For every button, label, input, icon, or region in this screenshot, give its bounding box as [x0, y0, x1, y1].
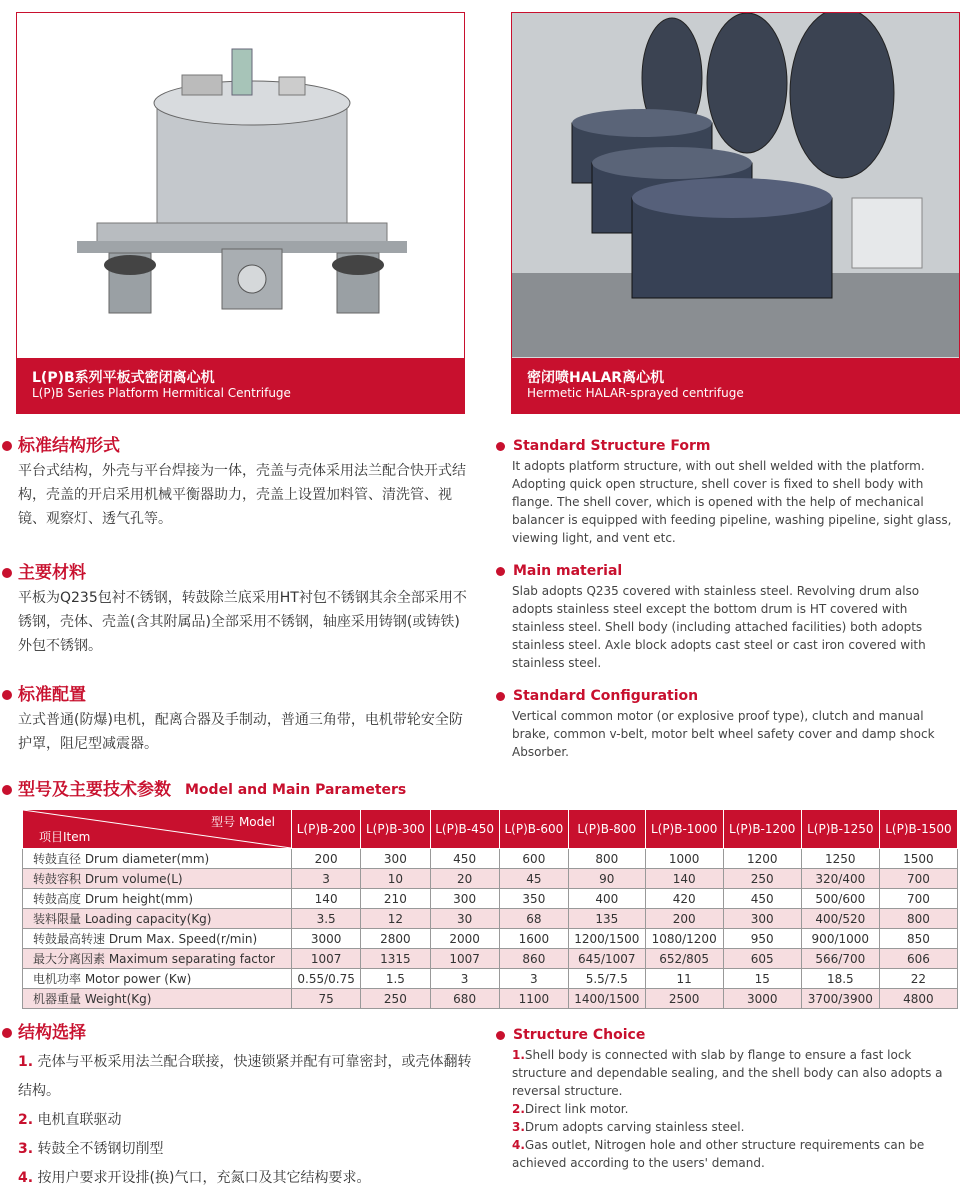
table-cell: 15: [723, 969, 801, 989]
table-cell: 1000: [645, 849, 723, 869]
model-header: L(P)B-1500: [879, 810, 957, 849]
table-cell: 5.5/7.5: [569, 969, 646, 989]
bullet-dot-icon: [2, 441, 12, 451]
list-item: 4.Gas outlet, Nitrogen hole and other structure requirements can be achieved according to the users' demand.: [512, 1138, 925, 1170]
table-cell: 500/600: [801, 889, 879, 909]
table-cell: 300: [361, 849, 430, 869]
table-cell: 30: [430, 909, 499, 929]
model-header: L(P)B-600: [499, 810, 568, 849]
table-cell: 11: [645, 969, 723, 989]
product-card-1: [16, 12, 465, 414]
corner-item-label: 项目Item: [39, 830, 91, 844]
table-cell: 1250: [801, 849, 879, 869]
table-cell: 420: [645, 889, 723, 909]
table-cell: 450: [430, 849, 499, 869]
table-cell: 300: [723, 909, 801, 929]
table-cell: 1200/1500: [569, 929, 646, 949]
bullet-dot-icon: [2, 785, 12, 795]
model-header: L(P)B-800: [569, 810, 646, 849]
table-cell: 800: [879, 909, 957, 929]
table-row: [23, 989, 958, 1009]
row-label: 最大分离因素 Maximum separating factor: [23, 949, 292, 969]
table-cell: 2800: [361, 929, 430, 949]
en-material-section: [496, 562, 962, 672]
centrifuge-photo: [16, 12, 465, 360]
table-cell: 1.5: [361, 969, 430, 989]
row-label: 转鼓最高转速 Drum Max. Speed(r/min): [23, 929, 292, 949]
table-cell: 3000: [723, 989, 801, 1009]
table-cell: 3: [292, 869, 361, 889]
table-cell: 1400/1500: [569, 989, 646, 1009]
table-cell: 140: [292, 889, 361, 909]
table-cell: 1600: [499, 929, 568, 949]
bullet-dot-icon: [496, 442, 505, 451]
table-cell: 135: [569, 909, 646, 929]
table-cell: 250: [723, 869, 801, 889]
table-cell: 75: [292, 989, 361, 1009]
table-cell: 1315: [361, 949, 430, 969]
params-heading: [2, 779, 702, 801]
section-body: Vertical common motor (or explosive proof type), clutch and manual brake, common v-belt, motor belt wheel safety cover and damp shock Absorber.: [512, 709, 935, 759]
table-cell: 68: [499, 909, 568, 929]
list-item: 2.Direct link motor.: [512, 1102, 629, 1116]
params-table-body: [23, 849, 958, 1009]
table-cell: 10: [361, 869, 430, 889]
table-cell: 210: [361, 889, 430, 909]
cn-config-section: [2, 684, 468, 756]
caption-title-en: Hermetic HALAR-sprayed centrifuge: [527, 386, 744, 400]
en-config-section: [496, 687, 962, 761]
row-label: 机器重量 Weight(Kg): [23, 989, 292, 1009]
bullet-dot-icon: [2, 1028, 12, 1038]
product-card-2: [511, 12, 960, 414]
table-cell: 3: [430, 969, 499, 989]
table-cell: 90: [569, 869, 646, 889]
table-row: [23, 929, 958, 949]
table-cell: 652/805: [645, 949, 723, 969]
table-cell: 1100: [499, 989, 568, 1009]
table-cell: 400/520: [801, 909, 879, 929]
list-item: 3.Drum adopts carving stainless steel.: [512, 1120, 745, 1134]
table-cell: 2000: [430, 929, 499, 949]
choice-list: [2, 1048, 472, 1193]
bullet-dot-icon: [2, 690, 12, 700]
table-cell: 1007: [430, 949, 499, 969]
table-cell: 3700/3900: [801, 989, 879, 1009]
table-cell: 400: [569, 889, 646, 909]
choice-list: [496, 1046, 962, 1172]
table-cell: 1200: [723, 849, 801, 869]
row-label: 转鼓高度 Drum height(mm): [23, 889, 292, 909]
section-body: Slab adopts Q235 covered with stainless steel. Revolving drum also adopts stainless steel except the bottom drum is HT covered with stainless steel. Shell body (including attached facilities) both adopts stainless steel. Axle block adopts cast steel or cast iron covered with stainless steel.: [512, 584, 926, 670]
table-cell: 2500: [645, 989, 723, 1009]
caption-title-cn: L(P)B系列平板式密闭离心机: [32, 370, 215, 386]
table-cell: 850: [879, 929, 957, 949]
model-header: L(P)B-200: [292, 810, 361, 849]
table-cell: 200: [292, 849, 361, 869]
params-title-cn: 型号及主要技术参数: [18, 780, 171, 800]
table-cell: 1080/1200: [645, 929, 723, 949]
table-row: [23, 889, 958, 909]
table-cell: 300: [430, 889, 499, 909]
table-cell: 600: [499, 849, 568, 869]
section-heading: Standard Structure Form: [496, 437, 962, 455]
cn-structure-section: [2, 435, 468, 531]
table-cell: 20: [430, 869, 499, 889]
table-cell: 3000: [292, 929, 361, 949]
list-item: 4. 按用户要求开设排(换)气口，充氮口及其它结构要求。: [18, 1170, 371, 1186]
table-cell: 3.5: [292, 909, 361, 929]
bullet-dot-icon: [496, 1031, 505, 1040]
caption-title-en: L(P)B Series Platform Hermitical Centrifuge: [32, 386, 291, 400]
table-cell: 950: [723, 929, 801, 949]
table-cell: 450: [723, 889, 801, 909]
table-cell: 200: [645, 909, 723, 929]
cn-material-section: [2, 562, 468, 658]
table-cell: 700: [879, 869, 957, 889]
model-header: L(P)B-1000: [645, 810, 723, 849]
section-body: 平台式结构，外壳与平台焊接为一体，壳盖与壳体采用法兰配合快开式结构，壳盖的开启采用机械平衡器助力，壳盖上设置加料管、清洗管、视镜、观察灯、透气孔等。: [18, 463, 466, 527]
table-cell: 4800: [879, 989, 957, 1009]
table-cell: 605: [723, 949, 801, 969]
table-corner-header: [23, 810, 292, 849]
en-choice-section: [496, 1026, 962, 1172]
table-cell: 860: [499, 949, 568, 969]
row-label: 转鼓容积 Drum volume(L): [23, 869, 292, 889]
model-header: L(P)B-1250: [801, 810, 879, 849]
section-heading: 标准配置: [2, 684, 468, 706]
table-cell: 22: [879, 969, 957, 989]
table-cell: 900/1000: [801, 929, 879, 949]
params-table: [22, 809, 958, 1009]
table-cell: 350: [499, 889, 568, 909]
table-row: [23, 949, 958, 969]
table-row: [23, 849, 958, 869]
table-row: [23, 969, 958, 989]
list-item: 2. 电机直联驱动: [18, 1112, 122, 1128]
section-heading: Structure Choice: [496, 1026, 962, 1044]
table-cell: 700: [879, 889, 957, 909]
section-heading: 主要材料: [2, 562, 468, 584]
product-caption-2: [511, 358, 960, 414]
table-cell: 645/1007: [569, 949, 646, 969]
table-cell: 566/700: [801, 949, 879, 969]
caption-title-cn: 密闭喷HALAR离心机: [527, 370, 665, 386]
section-heading: Standard Configuration: [496, 687, 962, 705]
en-structure-section: [496, 437, 962, 547]
section-heading: Main material: [496, 562, 962, 580]
row-label: 转鼓直径 Drum diameter(mm): [23, 849, 292, 869]
table-cell: 0.55/0.75: [292, 969, 361, 989]
list-item: 3. 转鼓全不锈钢切削型: [18, 1141, 164, 1157]
table-cell: 606: [879, 949, 957, 969]
bullet-dot-icon: [496, 567, 505, 576]
table-cell: 3: [499, 969, 568, 989]
table-cell: 1007: [292, 949, 361, 969]
table-row: [23, 909, 958, 929]
corner-model-label: 型号 Model: [211, 815, 275, 829]
bullet-dot-icon: [496, 692, 505, 701]
table-cell: 800: [569, 849, 646, 869]
section-body: 立式普通(防爆)电机，配离合器及手制动，普通三角带，电机带轮安全防护罩，阻尼型减震器。: [18, 712, 463, 752]
table-cell: 320/400: [801, 869, 879, 889]
table-row: [23, 869, 958, 889]
section-heading: 标准结构形式: [2, 435, 468, 457]
bullet-dot-icon: [2, 568, 12, 578]
table-cell: 45: [499, 869, 568, 889]
model-header: L(P)B-300: [361, 810, 430, 849]
section-heading: 结构选择: [2, 1022, 472, 1044]
product-caption-1: [16, 358, 465, 414]
section-body: 平板为Q235包衬不锈钢，转鼓除兰底采用HT衬包不锈钢其余全部采用不锈钢，壳体、壳盖(含其附属品)全部采用不锈钢，轴座采用铸钢(或铸铁)外包不锈钢。: [18, 590, 467, 654]
list-item: 1. 壳体与平板采用法兰配合联接，快速锁紧并配有可靠密封，或壳体翻转结构。: [18, 1054, 472, 1099]
row-label: 装料限量 Loading capacity(Kg): [23, 909, 292, 929]
row-label: 电机功率 Motor power (Kw): [23, 969, 292, 989]
table-cell: 12: [361, 909, 430, 929]
section-body: It adopts platform structure, with out shell welded with the platform. Adopting quick open structure, shell cover is fixed to shell body with flange. The shell cover, which is opened with the help of mechanical balancer is equipped with feeding pipeline, washing pipeline, sight glass, viewing light, and vent etc.: [512, 459, 952, 545]
table-cell: 680: [430, 989, 499, 1009]
table-cell: 140: [645, 869, 723, 889]
model-header: L(P)B-450: [430, 810, 499, 849]
params-title-en: Model and Main Parameters: [185, 782, 407, 798]
table-cell: 250: [361, 989, 430, 1009]
table-cell: 18.5: [801, 969, 879, 989]
table-cell: 1500: [879, 849, 957, 869]
list-item: 1.Shell body is connected with slab by flange to ensure a fast lock structure and dependable sealing, and the shell body can also adopts a reversal structure.: [512, 1048, 943, 1098]
model-header: L(P)B-1200: [723, 810, 801, 849]
cn-choice-section: [2, 1022, 472, 1193]
halar-centrifuge-photo: [511, 12, 960, 360]
